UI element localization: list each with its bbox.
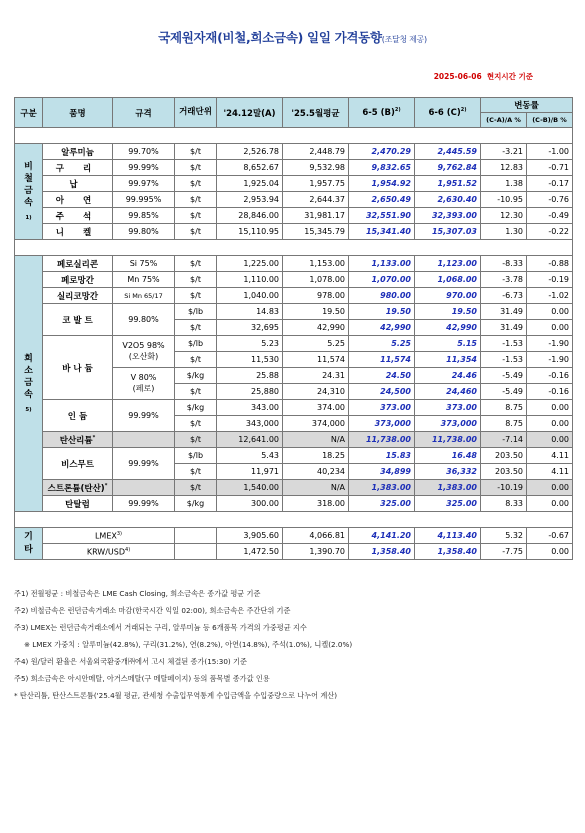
note: 주1) 전월평균 : 비철금속은 LME Cash Closing, 희소금속은 종가값 평균 기준	[14, 589, 261, 598]
header-b-sup: 2)	[394, 107, 401, 114]
value-a: 25,880	[217, 384, 283, 400]
spec-cell	[113, 432, 175, 448]
value-a: 11,530	[217, 352, 283, 368]
change-a: 203.50	[481, 448, 527, 464]
value-c: 24,460	[415, 384, 481, 400]
value-c: 1,383.00	[415, 480, 481, 496]
item-name	[43, 288, 113, 304]
value-b: 15.83	[349, 448, 415, 464]
spec-line: V2O5 98%	[122, 341, 165, 351]
unit-cell: $/t	[175, 352, 217, 368]
change-b: 0.00	[527, 320, 573, 336]
table-row	[15, 480, 573, 496]
spec-cell: 99.80%	[113, 224, 175, 240]
table-row	[15, 432, 573, 448]
item-name: 니 켈	[43, 224, 113, 240]
table-row	[15, 240, 573, 256]
value-c: 42,990	[415, 320, 481, 336]
spec-cell	[113, 368, 175, 400]
spec-cell: Mn 75%	[113, 272, 175, 288]
value-avg: 318.00	[283, 496, 349, 512]
value-c: 32,393.00	[415, 208, 481, 224]
header-c-label: 6-6 (C)	[428, 107, 461, 118]
value-c: 373,000	[415, 416, 481, 432]
value-avg: 11,574	[283, 352, 349, 368]
spec-cell: 99.70%	[113, 144, 175, 160]
change-b: -1.02	[527, 288, 573, 304]
date-value: 2025-06-06	[433, 72, 482, 81]
unit-cell: $/lb	[175, 336, 217, 352]
table-row	[15, 224, 573, 240]
change-a: -6.73	[481, 288, 527, 304]
value-avg: 42,990	[283, 320, 349, 336]
item-label: 스트론튬(탄산)	[47, 483, 105, 494]
value-avg: 40,234	[283, 464, 349, 480]
page-title	[0, 28, 585, 46]
value-a: 2,526.78	[217, 144, 283, 160]
table-row	[15, 496, 573, 512]
item-name: 주 석	[43, 208, 113, 224]
value-c: 373.00	[415, 400, 481, 416]
value-c: 325.00	[415, 496, 481, 512]
unit-cell: $/t	[175, 224, 217, 240]
spacer	[15, 128, 573, 144]
spec-cell: Si Mn 65/17	[113, 288, 175, 304]
unit-cell: $/t	[175, 432, 217, 448]
spacer	[15, 240, 573, 256]
value-b: 4,141.20	[349, 528, 415, 544]
spec-cell: 99.99%	[113, 496, 175, 512]
value-b: 9,832.65	[349, 160, 415, 176]
unit-cell: $/kg	[175, 368, 217, 384]
value-avg: 374.00	[283, 400, 349, 416]
unit-cell: $/t	[175, 288, 217, 304]
unit-cell: $/t	[175, 480, 217, 496]
value-a: 14.83	[217, 304, 283, 320]
change-a: 12.83	[481, 160, 527, 176]
value-c: 16.48	[415, 448, 481, 464]
unit-cell: $/t	[175, 320, 217, 336]
header-group: 구분	[15, 98, 43, 128]
value-avg: 2,448.79	[283, 144, 349, 160]
item-name: 코 발 트	[43, 304, 113, 336]
item-name	[43, 432, 113, 448]
value-b: 1,133.00	[349, 256, 415, 272]
value-c: 1,951.52	[415, 176, 481, 192]
value-a: 2,953.94	[217, 192, 283, 208]
unit-cell	[175, 544, 217, 560]
value-c: 4,113.40	[415, 528, 481, 544]
value-b: 1,358.40	[349, 544, 415, 560]
date-suffix: 현지시간 기준	[486, 72, 533, 81]
value-b: 325.00	[349, 496, 415, 512]
unit-cell: $/kg	[175, 496, 217, 512]
title-text: 국제원자재(비철,희소금속) 일일 가격동향	[158, 30, 382, 45]
item-sup: 3)	[116, 530, 123, 537]
price-table	[14, 97, 573, 560]
value-a: 12,641.00	[217, 432, 283, 448]
value-a: 1,040.00	[217, 288, 283, 304]
unit-cell: $/t	[175, 464, 217, 480]
header-b	[349, 98, 415, 128]
spec-sub: (페로)	[132, 383, 155, 393]
header-b-avg: '25.5월평균	[283, 98, 349, 128]
value-avg: 19.50	[283, 304, 349, 320]
change-a: -1.53	[481, 352, 527, 368]
table-row	[15, 528, 573, 544]
change-b: -0.16	[527, 368, 573, 384]
change-a: 1.38	[481, 176, 527, 192]
value-avg: 978.00	[283, 288, 349, 304]
unit-cell: $/t	[175, 176, 217, 192]
table-row	[15, 176, 573, 192]
footnotes	[14, 585, 574, 704]
table-row	[15, 192, 573, 208]
spacer	[15, 512, 573, 528]
table-row	[15, 448, 573, 464]
report-date	[434, 71, 533, 82]
value-b: 42,990	[349, 320, 415, 336]
header-change-b: (C-B)/B %	[527, 113, 573, 128]
unit-cell: $/t	[175, 144, 217, 160]
change-b: 0.00	[527, 480, 573, 496]
value-avg: 1,390.70	[283, 544, 349, 560]
item-sup: 4)	[125, 546, 131, 553]
spec-cell: Si 75%	[113, 256, 175, 272]
change-a: -3.21	[481, 144, 527, 160]
table-row	[15, 336, 573, 352]
change-b: 0.00	[527, 496, 573, 512]
table-row	[15, 256, 573, 272]
value-a: 28,846.00	[217, 208, 283, 224]
change-b: -0.22	[527, 224, 573, 240]
change-a: -5.49	[481, 384, 527, 400]
table-row	[15, 512, 573, 528]
unit-cell: $/t	[175, 192, 217, 208]
group-rare-note: 5)	[25, 407, 32, 414]
value-a: 11,971	[217, 464, 283, 480]
change-b: -0.76	[527, 192, 573, 208]
spec-line: V 80%	[130, 373, 157, 383]
change-a: 12.30	[481, 208, 527, 224]
value-c: 11,354	[415, 352, 481, 368]
value-b: 19.50	[349, 304, 415, 320]
value-c: 11,738.00	[415, 432, 481, 448]
item-sup: *	[92, 434, 96, 441]
value-a: 1,110.00	[217, 272, 283, 288]
unit-cell: $/t	[175, 384, 217, 400]
value-a: 5.43	[217, 448, 283, 464]
item-name: 비스무트	[43, 448, 113, 480]
table-row	[15, 304, 573, 320]
table-row	[15, 208, 573, 224]
item-name: 알루미늄	[43, 144, 113, 160]
change-a: 31.49	[481, 304, 527, 320]
value-a: 343,000	[217, 416, 283, 432]
value-c: 2,630.40	[415, 192, 481, 208]
value-b: 2,470.29	[349, 144, 415, 160]
value-c: 5.15	[415, 336, 481, 352]
group-rare	[15, 256, 43, 512]
item-label: 탄탈럼	[65, 499, 90, 510]
value-avg: N/A	[283, 480, 349, 496]
value-b: 1,070.00	[349, 272, 415, 288]
spec-cell: 99.995%	[113, 192, 175, 208]
value-avg: 31,981.17	[283, 208, 349, 224]
value-a: 5.23	[217, 336, 283, 352]
unit-cell: $/lb	[175, 304, 217, 320]
value-a: 1,472.50	[217, 544, 283, 560]
group-rare-label: 희소금속	[24, 353, 33, 400]
change-a: -10.19	[481, 480, 527, 496]
unit-cell	[175, 528, 217, 544]
change-b: -1.00	[527, 144, 573, 160]
header-item: 품명	[43, 98, 113, 128]
value-c: 970.00	[415, 288, 481, 304]
value-avg: 9,532.98	[283, 160, 349, 176]
value-b: 373.00	[349, 400, 415, 416]
item-label: KRW/USD	[86, 547, 126, 557]
spec-cell: 99.80%	[113, 304, 175, 336]
table-row	[15, 272, 573, 288]
value-avg: 374,000	[283, 416, 349, 432]
table-row	[15, 400, 573, 416]
header-unit: 거래단위	[175, 98, 217, 128]
change-b: 0.00	[527, 304, 573, 320]
change-a: 5.32	[481, 528, 527, 544]
header-c	[415, 98, 481, 128]
note: 주5) 희소금속은 아시안메탈, 아거스메탈(구 메탈페이지) 등의 품목별 종가값 인용	[14, 674, 270, 683]
value-avg: N/A	[283, 432, 349, 448]
group-nonferrous-note: 1)	[25, 215, 32, 222]
table-row	[15, 288, 573, 304]
change-a: 1.30	[481, 224, 527, 240]
note: 주4) 원/달러 환율은 서울외국환중개㈜에서 고시 체결된 종가(15:30) 기준	[14, 657, 247, 666]
value-c: 2,445.59	[415, 144, 481, 160]
spec-cell: 99.99%	[113, 160, 175, 176]
title-note: (조달청 제공)	[381, 35, 427, 44]
table-row	[15, 160, 573, 176]
item-name: 납	[43, 176, 113, 192]
value-a: 3,905.60	[217, 528, 283, 544]
unit-cell: $/kg	[175, 400, 217, 416]
header-a: '24.12말(A)	[217, 98, 283, 128]
value-b: 24.50	[349, 368, 415, 384]
unit-cell: $/t	[175, 256, 217, 272]
change-a: -1.53	[481, 336, 527, 352]
value-c: 1,068.00	[415, 272, 481, 288]
value-b: 5.25	[349, 336, 415, 352]
item-name: 아 연	[43, 192, 113, 208]
item-label: 페로실리콘	[56, 259, 99, 270]
value-a: 343.00	[217, 400, 283, 416]
unit-cell: $/t	[175, 416, 217, 432]
change-a: -8.33	[481, 256, 527, 272]
note: * 탄산리튬, 탄산스트론튬('25.4월 평균, 관세청 수출입무역통계 수입금액을 수입중량으로 나누어 계산)	[14, 691, 338, 700]
table-row	[15, 544, 573, 560]
header-b-label: 6-5 (B)	[362, 107, 395, 118]
value-avg: 1,957.75	[283, 176, 349, 192]
value-b: 1,954.92	[349, 176, 415, 192]
spec-cell: 99.85%	[113, 208, 175, 224]
change-b: -1.90	[527, 336, 573, 352]
change-b: -0.17	[527, 176, 573, 192]
change-b: -0.88	[527, 256, 573, 272]
item-name	[43, 480, 113, 496]
spec-cell: 99.99%	[113, 448, 175, 480]
item-name: 구 리	[43, 160, 113, 176]
table-row	[15, 128, 573, 144]
value-avg: 1,078.00	[283, 272, 349, 288]
item-name	[43, 496, 113, 512]
value-b: 32,551.90	[349, 208, 415, 224]
unit-cell: $/t	[175, 208, 217, 224]
item-sup: *	[104, 482, 108, 489]
item-name: 인 듐	[43, 400, 113, 432]
item-label: 탄산리튬	[59, 435, 93, 446]
note: ※ LMEX 가중치 : 알루미늄(42.8%), 구리(31.2%), 연(8.2%), 아연(14.8%), 주석(1.0%), 니켈(2.0%)	[24, 640, 353, 649]
value-avg: 2,644.37	[283, 192, 349, 208]
change-b: -0.71	[527, 160, 573, 176]
value-avg: 24,310	[283, 384, 349, 400]
item-name	[43, 528, 175, 544]
value-a: 1,925.04	[217, 176, 283, 192]
unit-cell: $/lb	[175, 448, 217, 464]
value-b: 11,738.00	[349, 432, 415, 448]
change-b: -1.90	[527, 352, 573, 368]
change-a: -7.75	[481, 544, 527, 560]
unit-cell: $/t	[175, 272, 217, 288]
change-b: -0.16	[527, 384, 573, 400]
group-nonferrous	[15, 144, 43, 240]
change-b: 4.11	[527, 464, 573, 480]
value-a: 1,540.00	[217, 480, 283, 496]
value-c: 24.46	[415, 368, 481, 384]
value-b: 1,383.00	[349, 480, 415, 496]
value-b: 34,899	[349, 464, 415, 480]
change-a: 203.50	[481, 464, 527, 480]
spec-cell: 99.99%	[113, 400, 175, 432]
value-a: 25.88	[217, 368, 283, 384]
table-row	[15, 144, 573, 160]
value-c: 1,123.00	[415, 256, 481, 272]
value-a: 15,110.95	[217, 224, 283, 240]
change-b: -0.49	[527, 208, 573, 224]
value-c: 19.50	[415, 304, 481, 320]
value-a: 8,652.67	[217, 160, 283, 176]
value-b: 373,000	[349, 416, 415, 432]
change-a: 31.49	[481, 320, 527, 336]
note: 주3) LMEX는 런던금속거래소에서 거래되는 구리, 알루미늄 등 6개품목 가격의 가중평균 지수	[14, 623, 307, 632]
header-change: 변동률	[481, 98, 573, 113]
change-b: 4.11	[527, 448, 573, 464]
item-label: 실리코망간	[56, 291, 99, 302]
value-a: 300.00	[217, 496, 283, 512]
group-etc	[15, 528, 43, 560]
value-avg: 1,153.00	[283, 256, 349, 272]
spec-sub: (오산화)	[128, 351, 159, 361]
value-a: 1,225.00	[217, 256, 283, 272]
group-nonferrous-label: 비철금속	[24, 161, 33, 208]
value-c: 9,762.84	[415, 160, 481, 176]
value-b: 980.00	[349, 288, 415, 304]
item-name	[43, 544, 175, 560]
header-c-sup: 2)	[460, 107, 467, 114]
value-a: 32,695	[217, 320, 283, 336]
item-name: 바 나 듐	[43, 336, 113, 400]
value-b: 24,500	[349, 384, 415, 400]
change-b: 0.00	[527, 544, 573, 560]
item-label: LMEX	[94, 531, 117, 541]
change-a: 8.75	[481, 400, 527, 416]
value-avg: 4,066.81	[283, 528, 349, 544]
value-b: 11,574	[349, 352, 415, 368]
item-name	[43, 256, 113, 272]
note: 주2) 비철금속은 런던금속거래소 마감(한국시간 익일 02:00), 희소금속은 주간단위 기준	[14, 606, 291, 615]
change-b: 0.00	[527, 416, 573, 432]
unit-cell: $/t	[175, 160, 217, 176]
change-a: -10.95	[481, 192, 527, 208]
item-name	[43, 272, 113, 288]
change-a: -3.78	[481, 272, 527, 288]
value-c: 1,358.40	[415, 544, 481, 560]
change-b: -0.67	[527, 528, 573, 544]
change-a: -5.49	[481, 368, 527, 384]
change-b: 0.00	[527, 432, 573, 448]
change-a: 8.75	[481, 416, 527, 432]
spec-cell: 99.97%	[113, 176, 175, 192]
value-avg: 5.25	[283, 336, 349, 352]
change-b: 0.00	[527, 400, 573, 416]
value-c: 36,332	[415, 464, 481, 480]
change-a: -7.14	[481, 432, 527, 448]
value-avg: 15,345.79	[283, 224, 349, 240]
value-avg: 24.31	[283, 368, 349, 384]
value-b: 15,341.40	[349, 224, 415, 240]
header-change-a: (C-A)/A %	[481, 113, 527, 128]
group-etc-label: 기타	[24, 532, 33, 555]
value-c: 15,307.03	[415, 224, 481, 240]
change-b: -0.19	[527, 272, 573, 288]
value-b: 2,650.49	[349, 192, 415, 208]
spec-cell	[113, 336, 175, 368]
header-spec: 규격	[113, 98, 175, 128]
change-a: 8.33	[481, 496, 527, 512]
item-label: 페로망간	[61, 275, 94, 286]
value-avg: 18.25	[283, 448, 349, 464]
spec-cell	[113, 480, 175, 496]
